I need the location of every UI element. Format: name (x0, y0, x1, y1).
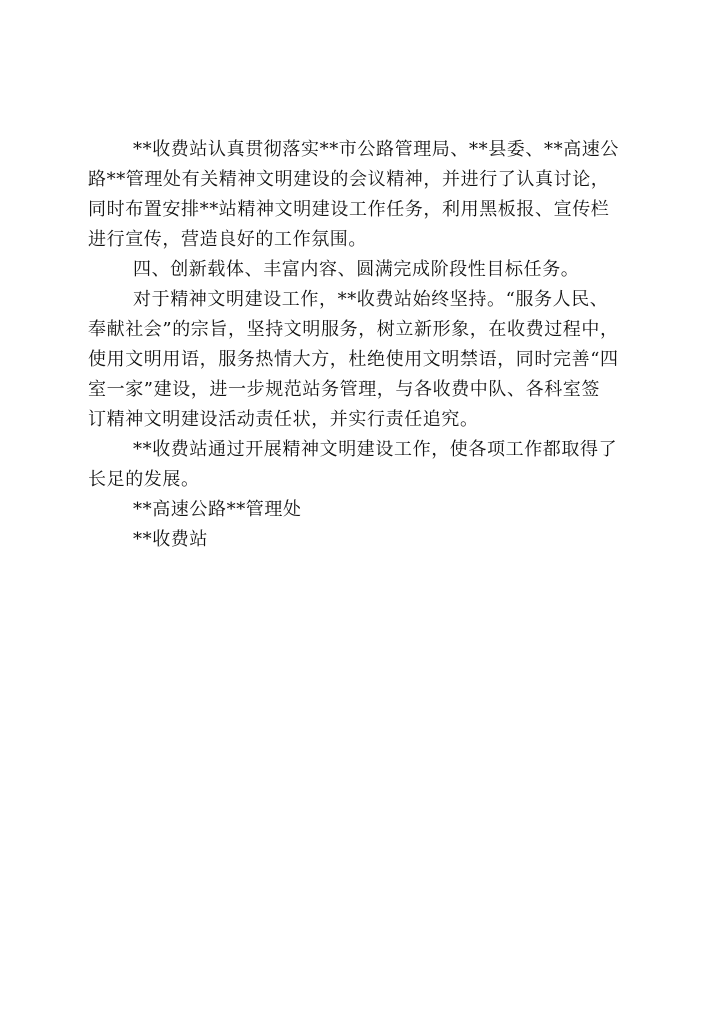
signature-organization: **高速公路**管理处 (133, 499, 302, 520)
paragraph-1-line: 路**管理处有关精神文明建设的会议精神，并进行了认真讨论， (88, 169, 610, 190)
paragraph-3 (88, 435, 648, 495)
paragraph-1-line: 同时布置安排**站精神文明建设工作任务，利用黑板报、宣传栏 (88, 199, 610, 220)
paragraph-2-line: 室一家”建设，进一步规范站务管理，与各收费中队、各科室签 (88, 379, 600, 400)
paragraph-2-line: 使用文明用语，服务热情大方，杜绝使用文明禁语，同时完善“四 (88, 349, 619, 370)
paragraph-2-line: 订精神文明建设活动责任状，并实行责任追究。 (88, 409, 479, 430)
paragraph-2-line: 奉献社会”的宗旨，坚持文明服务，树立新形象，在收费过程中， (88, 319, 619, 340)
paragraph-1 (88, 135, 648, 255)
paragraph-3-line: **收费站通过开展精神文明建设工作，使各项工作都取得了 (133, 439, 618, 460)
signature-station: **收费站 (133, 529, 208, 550)
paragraph-3-line: 长足的发展。 (88, 469, 200, 490)
paragraph-1-line: **收费站认真贯彻落实**市公路管理局、**县委、**高速公 (133, 139, 619, 160)
document-body (88, 135, 648, 555)
paragraph-2-line: 对于精神文明建设工作，**收费站始终坚持。“服务人民、 (133, 289, 609, 310)
section-heading-4: 四、创新载体、丰富内容、圆满完成阶段性目标任务。 (133, 259, 580, 280)
paragraph-2 (88, 285, 648, 435)
paragraph-1-line: 进行宣传，营造良好的工作氛围。 (88, 229, 367, 250)
